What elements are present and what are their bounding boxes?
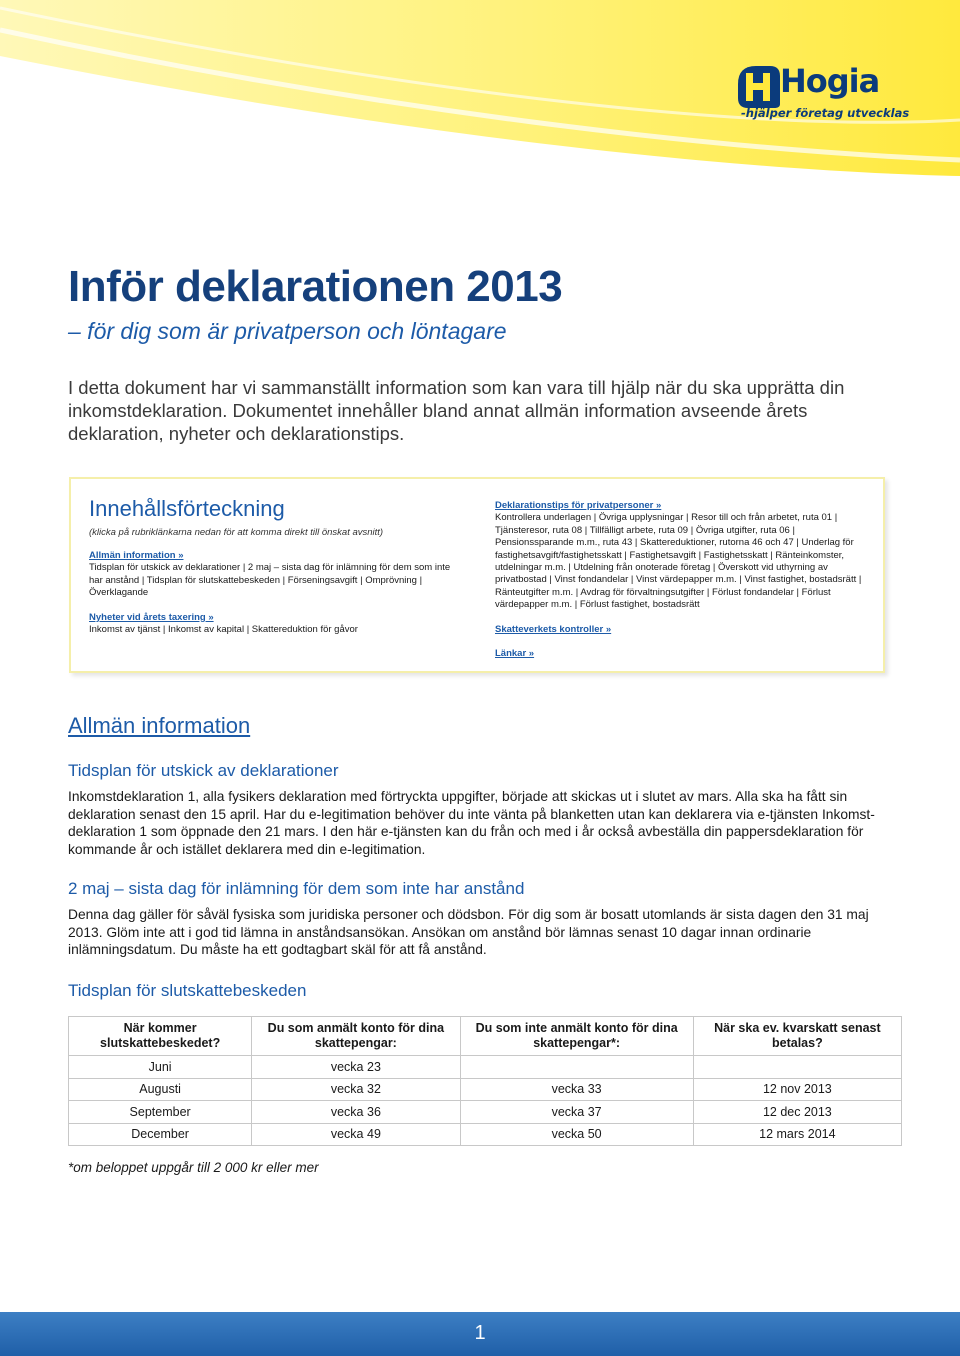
table-cell <box>460 1056 693 1079</box>
table-cell: vecka 49 <box>252 1123 460 1146</box>
section-heading-general: Allmän information <box>68 713 251 738</box>
toc-section <box>89 612 451 637</box>
table-cell: vecka 33 <box>460 1078 693 1101</box>
toc-link-tips[interactable]: Deklarationstips för privatpersoner » <box>495 500 662 511</box>
toc-section <box>495 648 865 660</box>
table-cell: Juni <box>69 1056 252 1079</box>
table-cell: vecka 32 <box>252 1078 460 1101</box>
table-cell: 12 mars 2014 <box>693 1123 901 1146</box>
toc-box <box>69 477 885 673</box>
table-cell: vecka 50 <box>460 1123 693 1146</box>
table-cell: Augusti <box>69 1078 252 1101</box>
column-header: Du som anmält konto för dina skattepengar: <box>252 1017 460 1056</box>
toc-link-news[interactable]: Nyheter vid årets taxering » <box>89 611 214 623</box>
subheading-schedule: Tidsplan för utskick av deklarationer <box>68 761 339 780</box>
page-subtitle: – för dig som är privatperson och löntagare <box>68 318 507 344</box>
table-cell: December <box>69 1123 252 1146</box>
brand-tagline: -hjälper företag utvecklas <box>741 106 910 120</box>
table-row <box>69 1123 902 1146</box>
page-number: 1 <box>474 1322 486 1344</box>
table-cell: vecka 37 <box>460 1101 693 1124</box>
toc-link-general-info[interactable]: Allmän information » <box>89 550 184 561</box>
toc-items: Inkomst av tjänst | Inkomst av kapital | Skattereduktion för gåvor <box>89 624 358 636</box>
page-title: Inför deklarationen 2013 <box>68 262 563 311</box>
table-cell <box>693 1056 901 1079</box>
subheading-deadline: 2 maj – sista dag för inlämning för dem som inte har anstånd <box>68 879 525 898</box>
column-header: När kommer slutskattebeskedet? <box>69 1017 252 1056</box>
toc-hint: (klicka på rubriklänkarna nedan för att komma direkt till önskat avsnitt) <box>89 527 384 538</box>
table-cell: 12 nov 2013 <box>693 1078 901 1101</box>
toc-title: Innehållsförteckning <box>89 496 285 521</box>
toc-link-links[interactable]: Länkar » <box>495 648 535 660</box>
column-header: Du som inte anmält konto för dina skattepengar*: <box>460 1017 693 1056</box>
table-row <box>69 1056 902 1079</box>
toc-section <box>89 550 451 600</box>
toc-items: Kontrollera underlagen | Övriga upplysningar | Resor till och från arbetet, ruta 01 | Tjänsteresor, ruta 08 | Tillfälligt arbete, ruta 09 | Övriga utgifter, ruta 06 | Pensionssparande m.m., ruta 43 | Skattereduktioner, rutorna 46 och 47 | Underlag för fastighetsavgift/fastighetsskatt | Fastighetsavgift | Fastighetsskatt | Ränteinkomster, utdelningar m.m. | Utdelning från onoterade företag | Överskott vid uthyrning av privatbostad | Vinst fondandelar | Vinst värdepapper m.m. | Vinst fastighet, bostadsrätt | Ränteutgifter m.m. | Avdrag för förvaltningsutgifter | Förlust fondandelar | Förlust värdepapper m.m. | Förlust fastighet, bostadsrätt <box>495 512 862 611</box>
table-cell: vecka 36 <box>252 1101 460 1124</box>
toc-right-column <box>495 500 865 672</box>
table-cell: vecka 23 <box>252 1056 460 1079</box>
paragraph-schedule: Inkomstdeklaration 1, alla fysikers deklaration med förtryckta uppgifter, började att skickas ut i slutet av mars. Alla ska ha fått sin deklaration senast den 15 april. Har du e-legitimation behöver du inte vänta på blanketten utan kan deklarera via e-tjänsten Inkomst-deklaration 1 som öppnade den 21 mars. I den här e-tjänsten kan du från och med i år också avbeställa din pappersdeklaration för kommande år och istället deklarera med din e-legitimation. <box>68 789 875 857</box>
table-footnote: *om beloppet uppgår till 2 000 kr eller mer <box>68 1160 319 1175</box>
intro-paragraph: I detta dokument har vi sammanställt information som kan vara till hjälp när du ska upprätta din inkomstdeklaration. Dokumentet innehåller bland annat allmän information avseende årets deklaration, nyheter och deklarationstips. <box>68 377 845 444</box>
paragraph-deadline: Denna dag gäller för såväl fysiska som juridiska personer och dödsbon. För dig som är bosatt utomlands är sista dagen den 31 maj 2013. Glöm inte att i god tid lämna in anståndsansökan. Ansökan om anstånd bör lämnas senast 10 dagar innan ordinarie inlämningsdatum. Du måste ha ett godtagbart skäl för att få anstånd. <box>68 907 869 957</box>
brand-name: Hogia <box>780 62 880 100</box>
toc-section <box>495 624 865 636</box>
table-row <box>69 1101 902 1124</box>
subheading-final-tax: Tidsplan för slutskattebeskeden <box>68 981 307 1000</box>
toc-items: Tidsplan för utskick av deklarationer | 2 maj – sista dag för inlämning för dem som inte har anstånd | Tidsplan för slutskattebeskeden | Förseningsavgift | Omprövning | Överklagande <box>89 562 451 599</box>
table-cell: 12 dec 2013 <box>693 1101 901 1124</box>
final-tax-table <box>68 1016 902 1146</box>
table-cell: September <box>69 1101 252 1124</box>
toc-left-column <box>89 550 451 648</box>
table-header-row <box>69 1017 902 1056</box>
column-header: När ska ev. kvarskatt senast betalas? <box>693 1017 901 1056</box>
toc-link-controls[interactable]: Skatteverkets kontroller » <box>495 623 612 635</box>
toc-section <box>495 500 865 612</box>
table-row <box>69 1078 902 1101</box>
